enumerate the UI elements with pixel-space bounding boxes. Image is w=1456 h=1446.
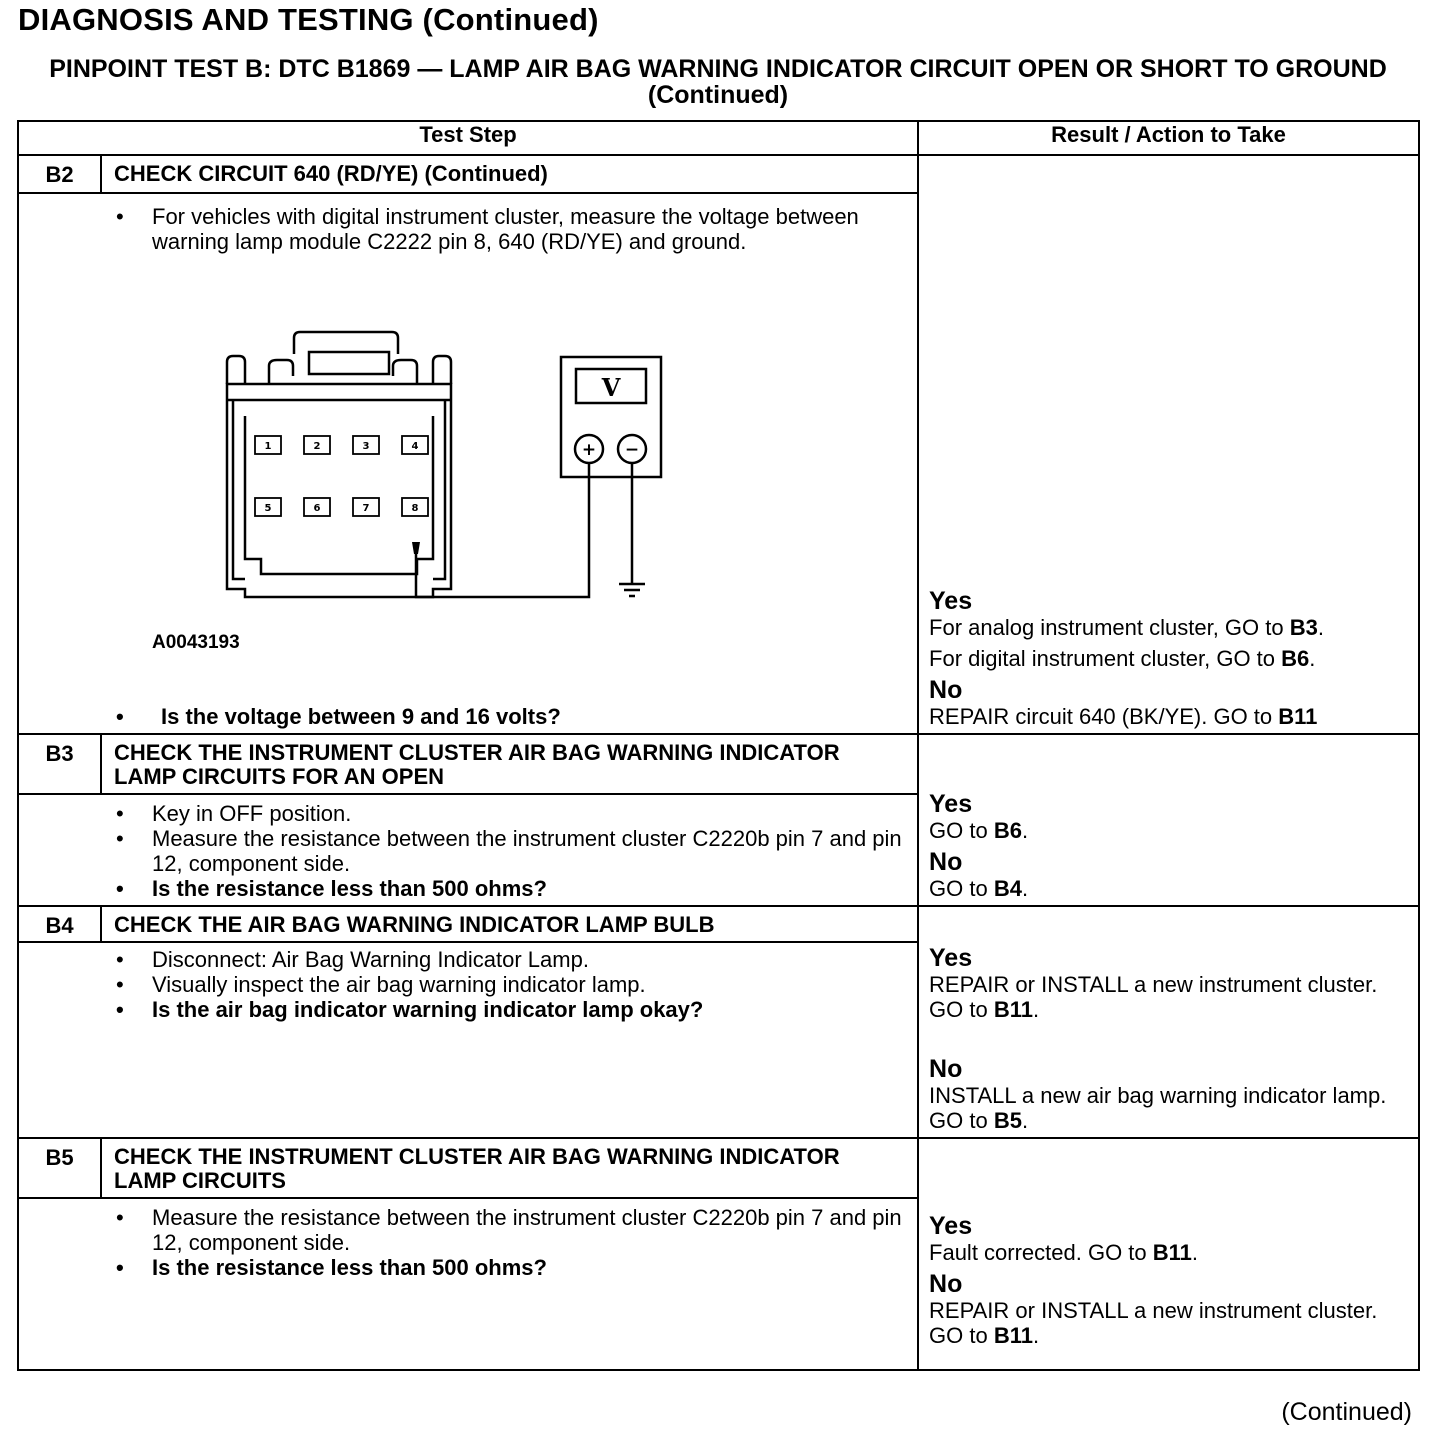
positive-test-lead — [416, 463, 589, 597]
ground-symbol — [619, 584, 645, 596]
result-b2-no-action: REPAIR circuit 640 (BK/YE). GO to B11 — [929, 704, 1318, 729]
svg-text:3: 3 — [362, 441, 370, 452]
step-b5-header-row — [18, 1138, 1419, 1198]
result-b2-yes-analog: For analog instrument cluster, GO to B3. — [929, 615, 1324, 640]
page-title: DIAGNOSIS AND TESTING (Continued) — [18, 2, 599, 37]
step-b3-bullet: • Key in OFF position. — [116, 801, 905, 826]
result-b5-yes-label: Yes — [929, 1212, 973, 1240]
svg-text:6: 6 — [313, 503, 321, 514]
step-id-b3: B3 — [18, 734, 101, 794]
result-b2-yes-digital: For digital instrument cluster, GO to B6. — [929, 646, 1316, 671]
voltmeter-v-symbol: V — [601, 373, 621, 402]
result-b3-no-label: No — [929, 848, 963, 876]
step-b3-bullet: • Measure the resistance between the instrument cluster C2220b pin 7 and pin 12, component side. — [116, 826, 905, 876]
connector-pin-2 — [304, 436, 330, 454]
connector-pin-1 — [255, 436, 281, 454]
result-b5 — [918, 1138, 1419, 1370]
connector-post — [269, 360, 293, 384]
svg-text:1: 1 — [264, 441, 272, 452]
minus-sign: − — [624, 440, 640, 460]
result-b2 — [918, 155, 1419, 734]
figure-id: A0043193 — [152, 632, 240, 653]
connector-pin-6 — [304, 498, 330, 516]
result-b3-no-action: GO to B4. — [929, 876, 1029, 901]
result-b4-yes-label: Yes — [929, 944, 973, 972]
column-header-result: Result / Action to Take — [918, 121, 1419, 155]
step-b3-question: • Is the resistance less than 500 ohms? — [116, 876, 905, 901]
connector-post — [393, 360, 417, 384]
step-b5-bullet: • Measure the resistance between the instrument cluster C2220b pin 7 and pin 12, component side. — [116, 1205, 905, 1255]
connector-latch-tab — [309, 352, 389, 374]
svg-text:7: 7 — [362, 503, 370, 514]
svg-text:4: 4 — [411, 441, 419, 452]
connector-latch — [294, 332, 398, 354]
result-b5-yes-action: Fault corrected. GO to B11. — [929, 1240, 1199, 1265]
connector-diagram — [141, 304, 701, 634]
step-id-b4: B4 — [18, 906, 101, 942]
result-b2-yes-label: Yes — [929, 587, 973, 615]
step-body-b4 — [18, 942, 918, 1138]
connector-pin-4 — [402, 436, 428, 454]
connector-post — [433, 356, 451, 384]
connector-post — [227, 356, 245, 384]
step-b2-bullet: • For vehicles with digital instrument cluster, measure the voltage between warning lamp module C2222 pin 8, 640 (RD/YE) and ground. — [116, 204, 905, 254]
step-body-b3 — [18, 794, 918, 906]
svg-text:2: 2 — [313, 441, 321, 452]
svg-text:5: 5 — [264, 503, 272, 514]
result-b4-no-label: No — [929, 1055, 963, 1083]
step-b2-question: • Is the voltage between 9 and 16 volts? — [116, 704, 905, 729]
pinpoint-test-title: PINPOINT TEST B: DTC B1869 — LAMP AIR BAG WARNING INDICATOR CIRCUIT OPEN OR SHORT TO GROUND (Continued) — [49, 55, 1387, 109]
step-b4-header-row — [18, 906, 1419, 942]
result-b4 — [918, 906, 1419, 1138]
result-b2-no-label: No — [929, 676, 963, 704]
step-body-b2 — [18, 193, 918, 734]
connector-pin-8 — [402, 498, 428, 516]
step-id-b2: B2 — [18, 155, 101, 193]
connector-pin-5 — [255, 498, 281, 516]
result-b3-yes-action: GO to B6. — [929, 818, 1029, 843]
result-b5-no-action: REPAIR or INSTALL a new instrument cluster. GO to B11. — [929, 1298, 1378, 1348]
step-b4-question: • Is the air bag indicator warning indicator lamp okay? — [116, 997, 905, 1022]
continued-footer: (Continued) — [1281, 1398, 1412, 1426]
step-body-b5 — [18, 1198, 918, 1370]
column-header-test-step: Test Step — [18, 121, 918, 155]
table-header-row — [18, 121, 1419, 155]
step-heading-b4: CHECK THE AIR BAG WARNING INDICATOR LAMP BULB — [101, 906, 918, 942]
plus-sign: + — [581, 440, 597, 460]
result-b3-yes-label: Yes — [929, 790, 973, 818]
result-b4-no-action: INSTALL a new air bag warning indicator lamp. GO to B5. — [929, 1083, 1387, 1133]
step-heading-b2: CHECK CIRCUIT 640 (RD/YE) (Continued) — [101, 155, 918, 193]
connector-voltage-figure — [31, 254, 905, 704]
svg-text:8: 8 — [411, 503, 419, 514]
connector-pin-7 — [353, 498, 379, 516]
step-heading-b3: CHECK THE INSTRUMENT CLUSTER AIR BAG WARNING INDICATOR LAMP CIRCUITS FOR AN OPEN — [101, 734, 918, 794]
connector-pin-3 — [353, 436, 379, 454]
probe-tip — [412, 542, 420, 554]
step-b3-header-row — [18, 734, 1419, 794]
result-b5-no-label: No — [929, 1270, 963, 1298]
result-b4-yes-action: REPAIR or INSTALL a new instrument cluster. GO to B11. — [929, 972, 1378, 1022]
result-b3 — [918, 734, 1419, 906]
step-b4-bullet: • Disconnect: Air Bag Warning Indicator Lamp. — [116, 947, 905, 972]
step-b5-question: • Is the resistance less than 500 ohms? — [116, 1255, 905, 1280]
step-b4-bullet: • Visually inspect the air bag warning indicator lamp. — [116, 972, 905, 997]
pinpoint-test-table — [17, 120, 1420, 1371]
step-id-b5: B5 — [18, 1138, 101, 1198]
step-b2-header-row — [18, 155, 1419, 193]
step-heading-b5: CHECK THE INSTRUMENT CLUSTER AIR BAG WARNING INDICATOR LAMP CIRCUITS — [101, 1138, 918, 1198]
